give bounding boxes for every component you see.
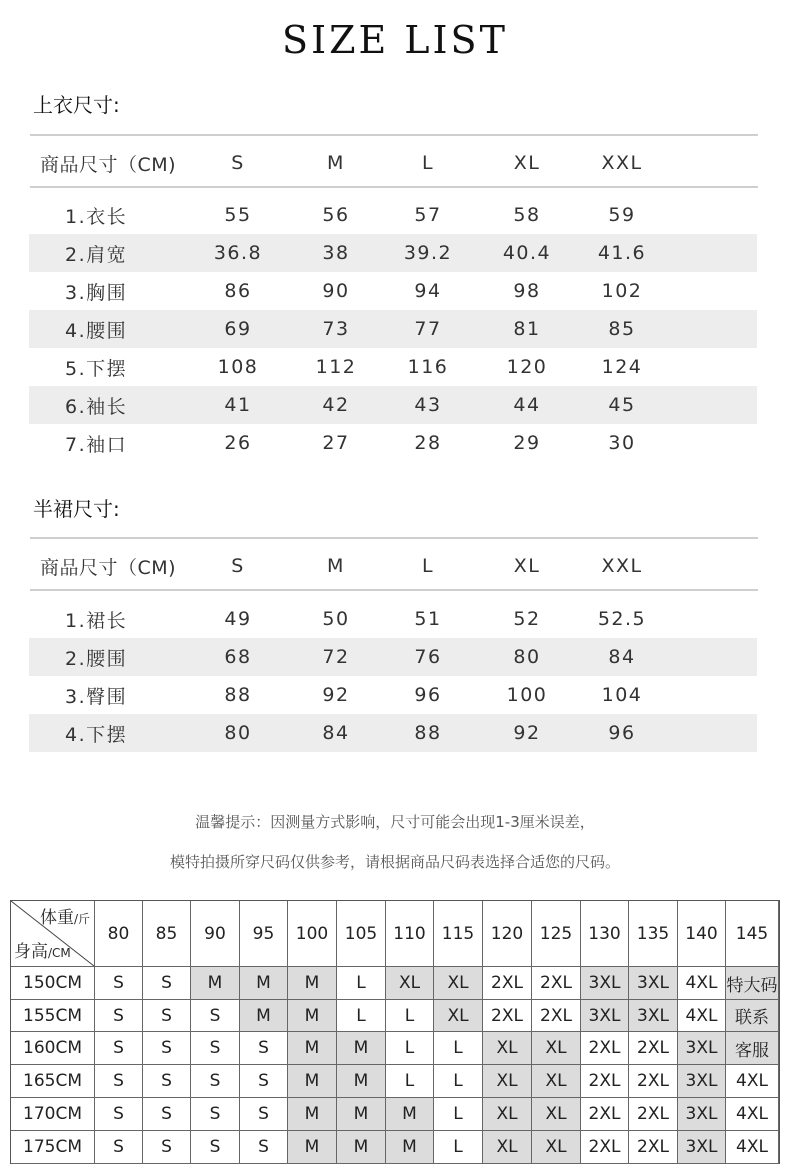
height-label: 160CM — [11, 1032, 95, 1065]
size-cell: XL — [483, 1032, 532, 1065]
measure-value: 88 — [224, 684, 252, 706]
measure-value: 45 — [608, 394, 636, 416]
page-title: SIZE LIST — [282, 18, 508, 62]
measure-value: 84 — [322, 722, 350, 744]
size-cell: S — [95, 1000, 143, 1032]
measure-value: 30 — [608, 432, 636, 454]
size-cell: M — [337, 1032, 386, 1065]
table-row — [29, 234, 757, 272]
skirt-divider — [30, 537, 758, 539]
size-cell: XL — [434, 1000, 483, 1032]
size-cell: S — [191, 1065, 240, 1098]
header-size: S — [231, 152, 245, 174]
size-cell: 2XL — [629, 1032, 678, 1065]
size-cell: S — [240, 1098, 288, 1131]
size-cell: S — [191, 1131, 240, 1164]
size-cell: 3XL — [581, 1000, 629, 1032]
size-cell: L — [386, 1000, 434, 1032]
measure-value: 72 — [322, 646, 350, 668]
size-cell: 2XL — [629, 1098, 678, 1131]
table-row — [29, 386, 757, 424]
size-cell: M — [337, 1065, 386, 1098]
weight-header: 110 — [386, 901, 434, 967]
weight-header: 80 — [95, 901, 143, 967]
weight-header: 105 — [337, 901, 386, 967]
size-cell: 4XL — [678, 967, 726, 1000]
size-cell: S — [95, 1098, 143, 1131]
measure-value: 69 — [224, 318, 252, 340]
size-cell: S — [191, 1098, 240, 1131]
header-size: M — [327, 555, 345, 577]
measure-value: 104 — [601, 684, 643, 706]
measure-value: 116 — [407, 356, 449, 378]
weight-header: 95 — [240, 901, 288, 967]
measure-value: 88 — [414, 722, 442, 744]
weight-header: 115 — [434, 901, 483, 967]
size-cell: 联系 — [726, 1000, 779, 1032]
size-cell: 3XL — [629, 1000, 678, 1032]
weight-header: 125 — [532, 901, 581, 967]
measure-value: 52.5 — [597, 608, 647, 630]
measure-value: 120 — [506, 356, 548, 378]
size-cell: S — [95, 1032, 143, 1065]
size-cell: 2XL — [532, 1000, 581, 1032]
measure-value: 50 — [322, 608, 350, 630]
measure-value: 40.4 — [502, 242, 552, 264]
measure-label: 7.袖口 — [65, 433, 128, 456]
size-cell: L — [434, 1032, 483, 1065]
measure-label: 1.衣长 — [65, 205, 128, 228]
measurement-note: 温馨提示：因测量方式影响，尺寸可能会出现1-3厘米误差， — [195, 813, 595, 831]
table-row — [29, 272, 757, 310]
table-row — [29, 714, 757, 752]
measure-label: 3.胸围 — [65, 281, 128, 304]
size-cell: L — [434, 1131, 483, 1164]
measure-value: 73 — [322, 318, 350, 340]
size-cell: L — [434, 1098, 483, 1131]
measure-value: 41.6 — [597, 242, 647, 264]
measure-value: 27 — [322, 432, 350, 454]
table-row — [29, 196, 757, 234]
size-cell: 3XL — [581, 967, 629, 1000]
size-cell: S — [143, 1032, 191, 1065]
size-cell: S — [95, 1131, 143, 1164]
measure-value: 77 — [414, 318, 442, 340]
size-cell: 2XL — [581, 1032, 629, 1065]
size-cell: XL — [532, 1065, 581, 1098]
measure-value: 58 — [513, 204, 541, 226]
measure-label: 1.裙长 — [65, 609, 128, 632]
size-cell: M — [386, 1098, 434, 1131]
weight-header: 120 — [483, 901, 532, 967]
measure-value: 41 — [224, 394, 252, 416]
table-row — [29, 638, 757, 676]
size-cell: S — [143, 1000, 191, 1032]
height-label: 175CM — [11, 1131, 95, 1164]
size-cell: XL — [483, 1065, 532, 1098]
size-cell: L — [337, 1000, 386, 1032]
height-label: 170CM — [11, 1098, 95, 1131]
header-size: L — [421, 555, 435, 577]
measure-value: 81 — [513, 318, 541, 340]
size-cell: M — [288, 1098, 337, 1131]
skirt-heading: 半裙尺寸: — [33, 497, 120, 521]
height-axis-label: 身高/CM — [14, 942, 71, 962]
size-cell: L — [386, 1032, 434, 1065]
measure-value: 108 — [217, 356, 259, 378]
measure-value: 52 — [513, 608, 541, 630]
measure-value: 90 — [322, 280, 350, 302]
measure-value: 96 — [414, 684, 442, 706]
size-recommendation-grid — [10, 900, 780, 1164]
size-cell: S — [95, 1065, 143, 1098]
measure-label: 4.腰围 — [65, 319, 128, 342]
size-cell: M — [337, 1098, 386, 1131]
size-cell: M — [288, 1032, 337, 1065]
measure-value: 102 — [601, 280, 643, 302]
size-cell: 2XL — [629, 1065, 678, 1098]
size-cell: M — [337, 1131, 386, 1164]
header-size: XL — [513, 152, 541, 174]
size-cell: S — [191, 1032, 240, 1065]
size-cell: 2XL — [581, 1065, 629, 1098]
table-row — [29, 676, 757, 714]
measure-value: 85 — [608, 318, 636, 340]
measure-value: 36.8 — [213, 242, 263, 264]
measure-value: 92 — [322, 684, 350, 706]
measure-value: 55 — [224, 204, 252, 226]
measure-value: 43 — [414, 394, 442, 416]
size-cell: S — [95, 967, 143, 1000]
size-cell: M — [288, 1131, 337, 1164]
size-cell: XL — [532, 1131, 581, 1164]
weight-header: 130 — [581, 901, 629, 967]
size-cell: XL — [532, 1032, 581, 1065]
measure-value: 59 — [608, 204, 636, 226]
size-cell: 4XL — [726, 1131, 779, 1164]
measure-label: 2.腰围 — [65, 647, 128, 670]
measure-label: 3.臀围 — [65, 685, 128, 708]
size-cell: S — [191, 1000, 240, 1032]
header-size: M — [327, 152, 345, 174]
weight-header: 100 — [288, 901, 337, 967]
size-cell: S — [143, 1065, 191, 1098]
measure-value: 80 — [513, 646, 541, 668]
size-cell: 2XL — [532, 967, 581, 1000]
measure-value: 42 — [322, 394, 350, 416]
measure-value: 92 — [513, 722, 541, 744]
measure-value: 26 — [224, 432, 252, 454]
measure-value: 94 — [414, 280, 442, 302]
size-cell: M — [240, 1000, 288, 1032]
size-cell: 4XL — [726, 1065, 779, 1098]
measure-value: 98 — [513, 280, 541, 302]
size-cell: M — [288, 967, 337, 1000]
size-cell: 2XL — [629, 1131, 678, 1164]
height-label: 150CM — [11, 967, 95, 1000]
header-label: 商品尺寸（CM) — [40, 153, 177, 176]
measure-label: 6.袖长 — [65, 395, 128, 418]
size-cell: 3XL — [678, 1131, 726, 1164]
measure-value: 96 — [608, 722, 636, 744]
measure-value: 100 — [506, 684, 548, 706]
weight-header: 145 — [726, 901, 779, 967]
size-cell: S — [240, 1131, 288, 1164]
size-cell: 特大码 — [726, 967, 779, 1000]
size-cell: XL — [532, 1098, 581, 1131]
measure-value: 80 — [224, 722, 252, 744]
measure-value: 56 — [322, 204, 350, 226]
header-size: XXL — [601, 152, 643, 174]
weight-header: 85 — [143, 901, 191, 967]
header-size: S — [231, 555, 245, 577]
size-cell: 3XL — [678, 1065, 726, 1098]
measure-value: 39.2 — [403, 242, 453, 264]
measure-value: 124 — [601, 356, 643, 378]
size-cell: XL — [386, 967, 434, 1000]
measure-label: 5.下摆 — [65, 357, 128, 380]
size-cell: 2XL — [483, 1000, 532, 1032]
measure-value: 28 — [414, 432, 442, 454]
measure-label: 2.肩宽 — [65, 243, 128, 266]
table-row — [29, 600, 757, 638]
size-cell: 2XL — [581, 1131, 629, 1164]
size-cell: 3XL — [629, 967, 678, 1000]
weight-axis-label: 体重/斤 — [39, 908, 90, 928]
header-label: 商品尺寸（CM) — [40, 556, 177, 579]
size-cell: L — [386, 1065, 434, 1098]
size-cell: S — [240, 1032, 288, 1065]
header-size: XXL — [601, 555, 643, 577]
size-cell: S — [143, 967, 191, 1000]
size-cell: M — [288, 1065, 337, 1098]
top-heading: 上衣尺寸: — [33, 93, 120, 117]
measure-value: 76 — [414, 646, 442, 668]
measure-value: 84 — [608, 646, 636, 668]
size-cell: S — [143, 1098, 191, 1131]
measure-value: 51 — [414, 608, 442, 630]
table-row — [29, 310, 757, 348]
size-cell: M — [288, 1000, 337, 1032]
table-row — [29, 424, 757, 462]
measure-value: 29 — [513, 432, 541, 454]
reference-note: 模特拍摄所穿尺码仅供参考，请根据商品尺码表选择合适您的尺码。 — [169, 853, 620, 871]
size-cell: L — [434, 1065, 483, 1098]
size-cell: XL — [483, 1131, 532, 1164]
size-cell: L — [337, 967, 386, 1000]
header-size: XL — [513, 555, 541, 577]
measure-label: 4.下摆 — [65, 723, 128, 746]
size-cell: XL — [483, 1098, 532, 1131]
size-cell: S — [240, 1065, 288, 1098]
size-cell: M — [386, 1131, 434, 1164]
header-size: L — [421, 152, 435, 174]
measure-value: 86 — [224, 280, 252, 302]
size-cell: M — [240, 967, 288, 1000]
size-cell: S — [143, 1131, 191, 1164]
measure-value: 112 — [315, 356, 357, 378]
weight-header: 135 — [629, 901, 678, 967]
table-row — [29, 348, 757, 386]
measure-value: 57 — [414, 204, 442, 226]
size-cell: M — [191, 967, 240, 1000]
size-cell: 4XL — [726, 1098, 779, 1131]
weight-header: 140 — [678, 901, 726, 967]
measure-value: 49 — [224, 608, 252, 630]
measure-value: 38 — [322, 242, 350, 264]
weight-header: 90 — [191, 901, 240, 967]
size-cell: 3XL — [678, 1032, 726, 1065]
height-label: 165CM — [11, 1065, 95, 1098]
size-cell: 4XL — [678, 1000, 726, 1032]
size-cell: 客服 — [726, 1032, 779, 1065]
size-cell: 2XL — [483, 967, 532, 1000]
top-header-row — [29, 139, 757, 187]
size-cell: 2XL — [581, 1098, 629, 1131]
size-cell: 3XL — [678, 1098, 726, 1131]
grid-corner-header — [11, 901, 95, 967]
top-divider — [30, 134, 758, 136]
measure-value: 68 — [224, 646, 252, 668]
measure-value: 44 — [513, 394, 541, 416]
height-label: 155CM — [11, 1000, 95, 1032]
size-cell: XL — [434, 967, 483, 1000]
skirt-header-row — [29, 542, 757, 590]
